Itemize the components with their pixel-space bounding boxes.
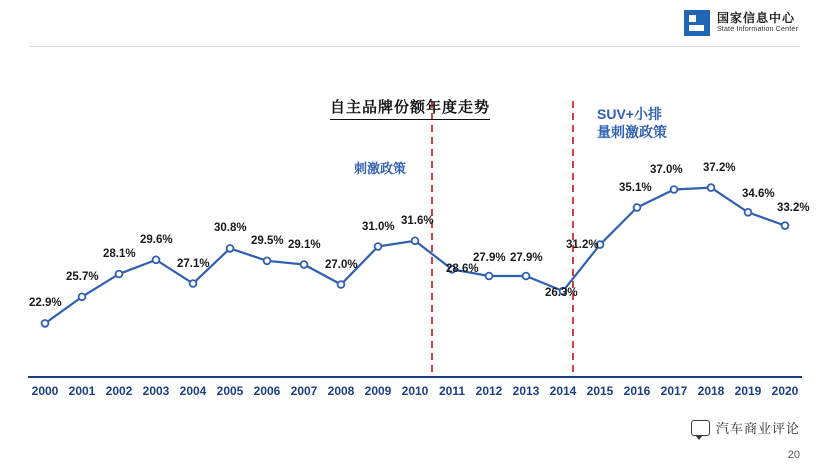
data-point-2006 — [264, 257, 271, 264]
x-axis-label-2013: 2013 — [512, 384, 540, 398]
x-axis-label-2019: 2019 — [734, 384, 762, 398]
logo-title-en: State Information Center — [716, 25, 798, 33]
data-label-2019: 34.6% — [742, 188, 775, 201]
data-point-2012 — [486, 273, 493, 280]
logo-text-block — [717, 12, 798, 34]
data-point-2003 — [153, 256, 160, 263]
data-label-2016: 35.1% — [619, 181, 652, 194]
x-axis-label-2010: 2010 — [401, 384, 429, 398]
data-point-2009 — [375, 243, 382, 250]
x-axis-label-2002: 2002 — [105, 384, 133, 398]
data-point-2007 — [301, 261, 308, 268]
speech-bubble-icon — [691, 420, 710, 436]
x-axis-label-2017: 2017 — [660, 384, 688, 398]
chart-canvas — [0, 46, 830, 406]
data-point-2005 — [227, 245, 234, 252]
data-point-2000 — [42, 320, 49, 327]
data-label-2006: 29.5% — [251, 234, 284, 247]
data-point-2017 — [671, 186, 678, 193]
x-axis-label-2003: 2003 — [142, 384, 170, 398]
data-label-2002: 28.1% — [103, 248, 136, 261]
data-point-2004 — [190, 280, 197, 287]
data-label-2013: 27.9% — [510, 251, 543, 264]
x-axis-label-2004: 2004 — [179, 384, 207, 398]
slide-header — [0, 0, 830, 46]
data-label-2020: 33.2% — [777, 201, 810, 214]
data-label-2018: 37.2% — [703, 161, 736, 174]
x-axis-label-2007: 2007 — [290, 384, 318, 398]
page-number: 20 — [787, 449, 800, 461]
x-axis-label-2014: 2014 — [549, 384, 577, 398]
data-label-2004: 27.1% — [177, 257, 210, 270]
watermark — [691, 418, 800, 437]
x-axis-label-2005: 2005 — [216, 384, 244, 398]
data-label-2009: 31.0% — [362, 220, 395, 233]
x-axis-label-2006: 2006 — [253, 384, 281, 398]
x-axis-label-2015: 2015 — [586, 384, 614, 398]
data-label-2008: 27.0% — [325, 258, 358, 271]
data-point-2016 — [634, 204, 641, 211]
data-label-2011: 28.6% — [446, 263, 479, 276]
chart-title: 自主品牌份额年度走势 — [330, 96, 490, 120]
data-point-2013 — [523, 273, 530, 280]
x-axis-label-2012: 2012 — [475, 384, 503, 398]
data-point-2008 — [338, 281, 345, 288]
data-label-2005: 30.8% — [214, 222, 247, 235]
data-label-2000: 22.9% — [29, 297, 62, 310]
data-label-2017: 37.0% — [650, 163, 683, 176]
annotation-stimulus-2-line2: 量刺激政策 — [597, 123, 667, 140]
data-label-2014: 26.3% — [545, 287, 578, 300]
annotation-stimulus-2 — [597, 106, 667, 141]
data-label-2007: 29.1% — [288, 238, 321, 251]
x-axis-label-2001: 2001 — [68, 384, 96, 398]
x-axis-label-2011: 2011 — [438, 384, 466, 398]
organization-logo — [684, 10, 798, 36]
data-point-2002 — [116, 271, 123, 278]
data-label-2015: 31.2% — [566, 238, 599, 251]
data-point-2001 — [79, 293, 86, 300]
state-information-center-logo-icon — [684, 10, 710, 36]
x-axis-label-2009: 2009 — [364, 384, 392, 398]
data-point-2020 — [782, 222, 789, 229]
x-axis-label-2020: 2020 — [771, 384, 799, 398]
data-label-2001: 25.7% — [66, 270, 99, 283]
series-markers — [42, 181, 789, 327]
data-label-2003: 29.6% — [140, 233, 173, 246]
watermark-label: 汽车商业评论 — [715, 421, 800, 436]
x-axis-label-2016: 2016 — [623, 384, 651, 398]
x-axis-label-2008: 2008 — [327, 384, 355, 398]
data-label-2010: 31.6% — [401, 214, 434, 227]
data-label-2012: 27.9% — [473, 251, 506, 264]
annotation-stimulus-2-line1: SUV+小排 — [597, 106, 662, 122]
x-axis-label-2018: 2018 — [697, 384, 725, 398]
annotation-stimulus-1: 刺激政策 — [354, 161, 407, 176]
data-point-2018 — [708, 184, 715, 191]
series-line-自主品牌份额 — [45, 188, 785, 324]
data-point-2019 — [745, 209, 752, 216]
logo-title-cn: 国家信息中心 — [716, 11, 795, 26]
data-point-2010 — [412, 237, 419, 244]
x-axis-label-2000: 2000 — [31, 384, 59, 398]
